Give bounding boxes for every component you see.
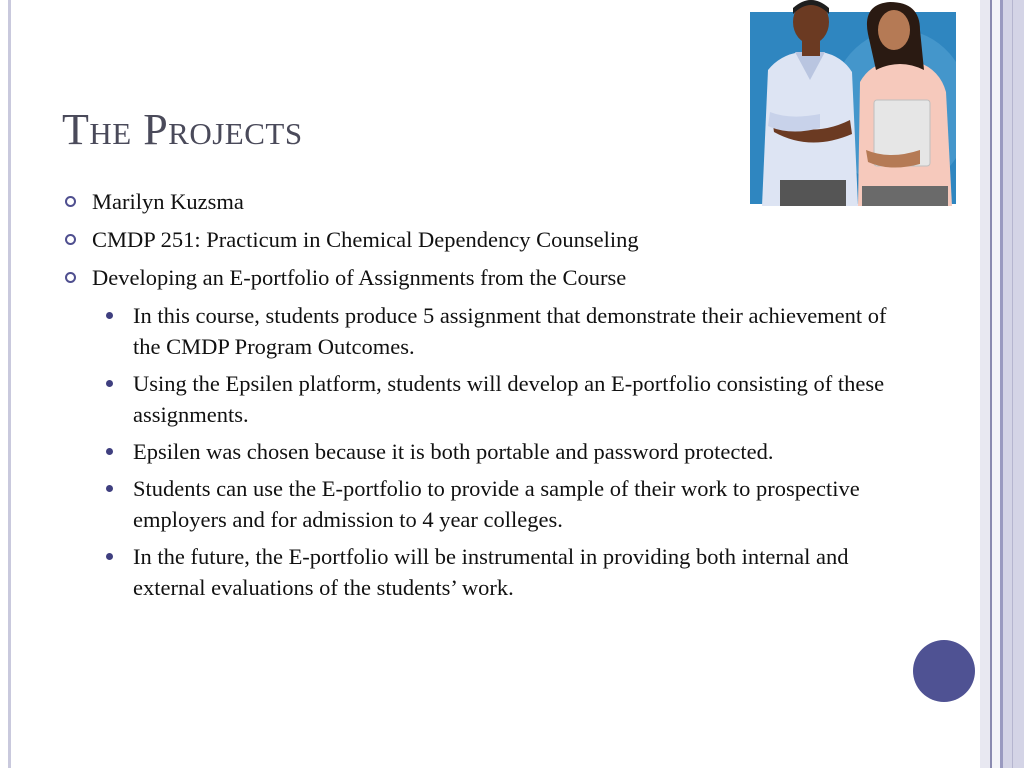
- ring-bullet-icon: [65, 196, 76, 207]
- students-clipart-icon: [750, 0, 956, 206]
- right-border-line: [1012, 0, 1013, 768]
- sub-bullet-text: Epsilen was chosen because it is both portable and password protected.: [133, 439, 774, 464]
- bullet-text: CMDP 251: Practicum in Chemical Dependency Counseling: [92, 227, 639, 252]
- sub-bullet-item: [62, 300, 912, 362]
- right-border-band: [992, 0, 1000, 768]
- sub-bullet-text: Students can use the E-portfolio to provide a sample of their work to prospective employers and for admission to 4 year colleges.: [133, 476, 860, 532]
- bullet-item: [62, 262, 912, 293]
- ring-bullet-icon: [65, 272, 76, 283]
- decorative-circle: [913, 640, 975, 702]
- sub-bullet-item: [62, 368, 912, 430]
- dot-bullet-icon: [106, 448, 113, 455]
- sub-bullet-text: Using the Epsilen platform, students will develop an E-portfolio consisting of these assignments.: [133, 371, 885, 427]
- sub-bullet-text: In the future, the E-portfolio will be instrumental in providing both internal and external evaluations of the students’ work.: [133, 544, 849, 600]
- right-border-band: [980, 0, 990, 768]
- sub-bullet-item: [62, 541, 912, 603]
- dot-bullet-icon: [106, 485, 113, 492]
- sub-bullet-text: In this course, students produce 5 assignment that demonstrate their achievement of the CMDP Program Outcomes.: [133, 303, 887, 359]
- sub-bullet-item: [62, 473, 912, 535]
- dot-bullet-icon: [106, 312, 113, 319]
- slide-title: The Projects: [62, 105, 303, 154]
- bullet-text: Developing an E-portfolio of Assignments from the Course: [92, 265, 627, 290]
- bullet-text: Marilyn Kuzsma: [92, 189, 244, 214]
- right-border-band: [1003, 0, 1024, 768]
- sub-bullet-item: [62, 436, 912, 467]
- dot-bullet-icon: [106, 553, 113, 560]
- bullet-item: [62, 224, 912, 255]
- dot-bullet-icon: [106, 380, 113, 387]
- bullet-list: [62, 186, 912, 609]
- ring-bullet-icon: [65, 234, 76, 245]
- left-border-line: [8, 0, 11, 768]
